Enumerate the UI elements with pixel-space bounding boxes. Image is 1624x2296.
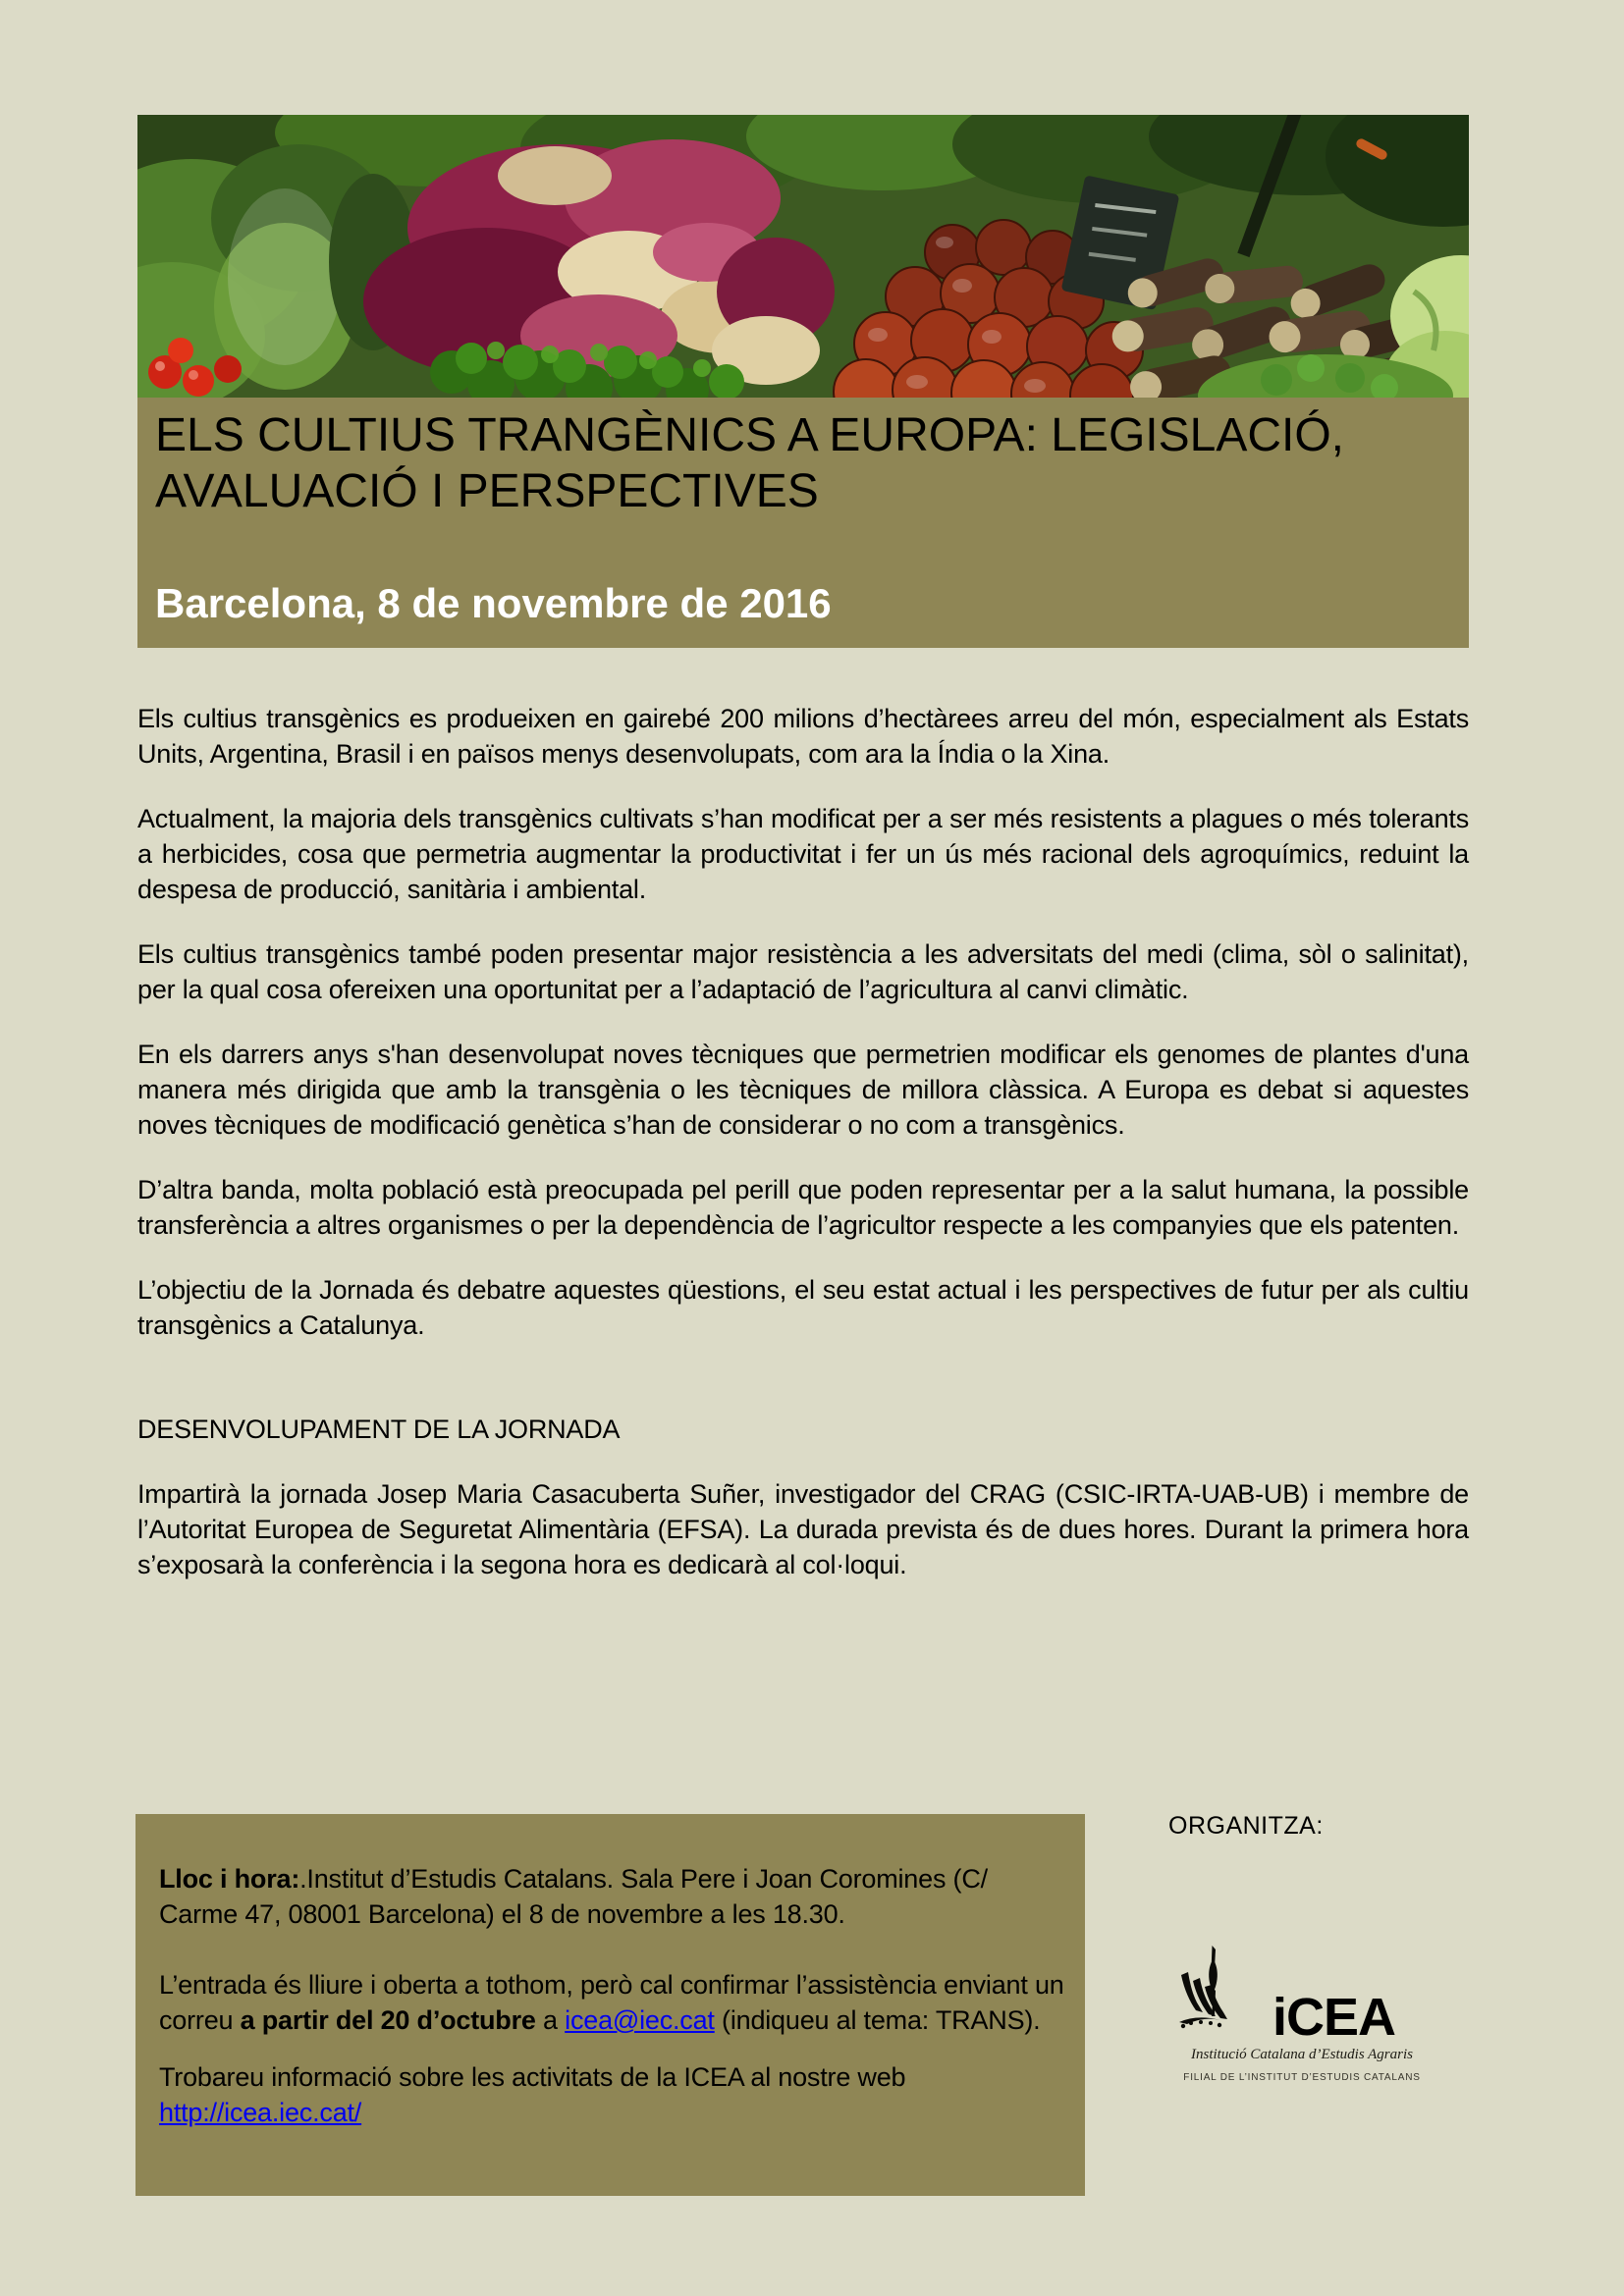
icea-acronym: iCEA <box>1272 1988 1396 2048</box>
intro-paragraph: Actualment, la majoria dels transgènics cultivats s’han modificat per a ser més resistents a plagues o més tolerants a herbicides, cosa que permetria augmentar la productivitat i fer un ús més racional dels agroquímics, reduint la despesa de producció, sanitària i ambiental. <box>137 804 1469 904</box>
intro-paragraph: D’altra banda, molta població està preocupada pel perill que poden representar per a la salut humana, la possible transferència a altres organismes o per la dependència de l’agricultor respecte a les companyies que els patenten. <box>137 1175 1469 1240</box>
intro-paragraph: Els cultius transgènics es produeixen en gairebé 200 milions d’hectàrees arreu del món, especialment als Estats Units, Argentina, Brasil i en països menys desenvolupats, com ara la Índia o la Xina. <box>137 704 1469 769</box>
web-text: Trobareu informació sobre les activitats de la ICEA al nostre web <box>159 2062 906 2092</box>
title-block <box>137 398 1469 648</box>
organizer-label: ORGANITZA: <box>1168 1812 1324 1840</box>
vegetable-market-illustration <box>137 115 1469 398</box>
program-heading: DESENVOLUPAMENT DE LA JORNADA <box>137 1415 621 1444</box>
location-label: Lloc i hora: <box>159 1864 300 1894</box>
program-paragraph: Impartirà la jornada Josep Maria Casacuberta Suñer, investigador del CRAG (CSIC-IRTA-UAB-UB) i membre de l’Autoritat Europea de Seguretat Alimentària (EFSA). La durada prevista és de dues hores. Durant la primera hora s’exposarà la conferència i la segona hora es dedicarà al col·loqui. <box>137 1479 1469 1579</box>
banner-photo <box>137 115 1469 398</box>
icea-logo <box>1176 1946 1428 2083</box>
registration-paragraph <box>159 1967 1071 2038</box>
page-title: ELS CULTIUS TRANGÈNICS A EUROPA: LEGISLACIÓ, AVALUACIÓ I PERSPECTIVES <box>155 409 1345 517</box>
intro-paragraph: L’objectiu de la Jornada és debatre aquestes qüestions, el seu estat actual i les perspectives de futur per als cultiu transgènics a Catalunya. <box>137 1275 1469 1340</box>
icea-full-name: Institució Catalana d’Estudis Agraris <box>1191 2047 1413 2062</box>
info-box <box>135 1814 1085 2196</box>
location-text: .Institut d’Estudis Catalans. Sala Pere i Joan Coromines (C/ Carme 47, 08001 Barcelona) el 8 de novembre a les 18.30. <box>159 1864 988 1929</box>
intro-paragraph: En els darrers anys s'han desenvolupat noves tècniques que permetrien modificar els genomes de plantes d'una manera més dirigida que amb la transgènia o les tècniques de millora clàssica. A Europa es debat si aquestes noves tècniques de modificació genètica s’han de considerar o no com a transgènics. <box>137 1040 1469 1140</box>
registration-deadline: a partir del 20 d’octubre <box>240 2005 536 2035</box>
website-link[interactable]: http://icea.iec.cat/ <box>159 2098 362 2127</box>
email-link[interactable]: icea@iec.cat <box>565 2005 715 2035</box>
registration-text: a <box>535 2005 566 2035</box>
body-copy <box>137 701 1469 1582</box>
web-paragraph <box>159 2059 1071 2130</box>
registration-text: L’entrada és lliure i oberta a tothom, però cal confirmar l’assistència enviant un correu <box>159 1970 1064 2035</box>
intro-paragraph: Els cultius transgènics també poden presentar major resistència a les adversitats del medi (clima, sòl o salinitat), per la qual cosa ofereixen una oportunitat per a l’adaptació de l’agricultura al canvi climàtic. <box>137 939 1469 1004</box>
location-paragraph <box>159 1861 1071 1932</box>
icea-affiliation: FILIAL DE L’INSTITUT D’ESTUDIS CATALANS <box>1183 2072 1421 2083</box>
event-date: Barcelona, 8 de novembre de 2016 <box>155 580 832 626</box>
icea-emblem-icon <box>1176 1946 1247 2044</box>
registration-text: (indiqueu al tema: TRANS). <box>714 2005 1041 2035</box>
